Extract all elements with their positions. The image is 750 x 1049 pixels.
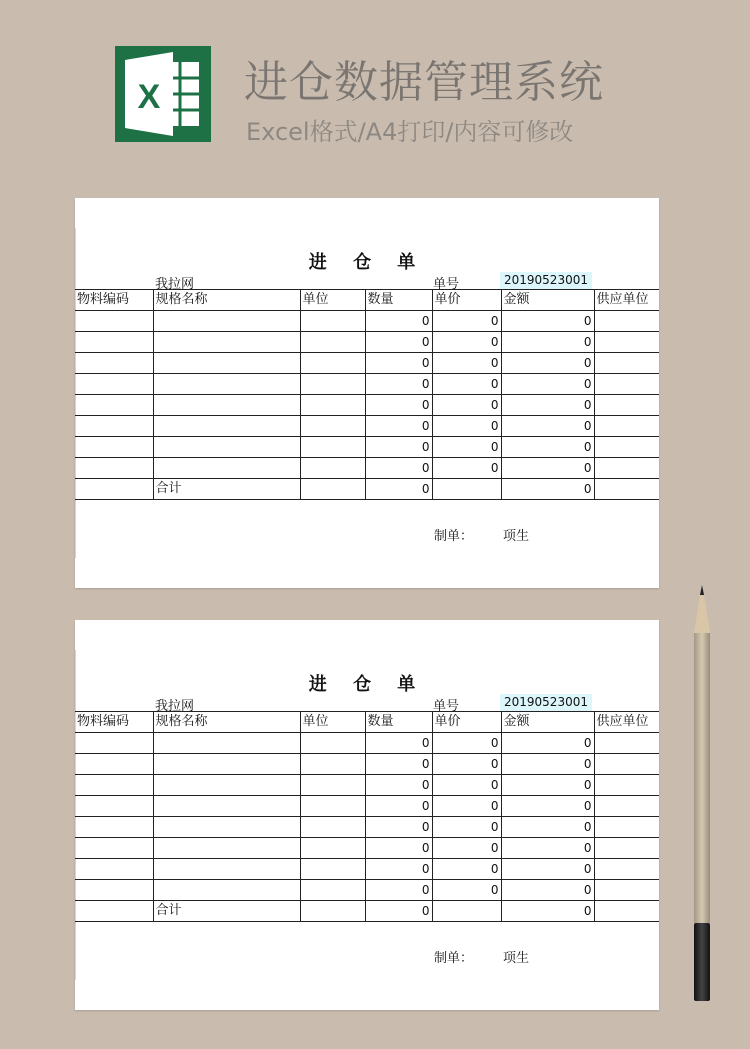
column-header: 单价 — [432, 290, 501, 311]
cell-quantity[interactable]: 0 — [365, 395, 432, 416]
cell-supplier[interactable] — [594, 880, 659, 901]
cell-material-code[interactable] — [75, 796, 153, 817]
cell-spec-name[interactable] — [153, 374, 300, 395]
cell-spec-name[interactable] — [153, 817, 300, 838]
cell-unit-price[interactable]: 0 — [432, 437, 501, 458]
column-header: 单价 — [432, 712, 501, 733]
cell-unit-price[interactable]: 0 — [432, 859, 501, 880]
cell-unit-price[interactable]: 0 — [432, 817, 501, 838]
cell-unit[interactable] — [300, 796, 365, 817]
cell-amount[interactable]: 0 — [501, 437, 594, 458]
cell-unit[interactable] — [300, 374, 365, 395]
table-row — [75, 416, 659, 437]
cell-unit[interactable] — [300, 754, 365, 775]
receipt-table — [75, 711, 659, 922]
cell-amount[interactable]: 0 — [501, 395, 594, 416]
cell-spec-name[interactable] — [153, 859, 300, 880]
cell-material-code[interactable] — [75, 416, 153, 437]
form-title: 进 仓 单 — [308, 674, 426, 695]
cell-quantity[interactable]: 0 — [365, 859, 432, 880]
excel-logo-letter: X — [137, 78, 161, 116]
maker-name[interactable]: 项生 — [503, 951, 530, 966]
column-header: 供应单位 — [594, 290, 659, 311]
cell-material-code[interactable] — [75, 374, 153, 395]
cell-unit-price[interactable]: 0 — [432, 880, 501, 901]
cell-material-code[interactable] — [75, 838, 153, 859]
cell-amount[interactable]: 0 — [501, 416, 594, 437]
cell-supplier[interactable] — [594, 395, 659, 416]
cell-amount[interactable]: 0 — [501, 374, 594, 395]
cell-quantity[interactable]: 0 — [365, 311, 432, 332]
table-header-row — [75, 290, 659, 311]
cell-quantity[interactable]: 0 — [365, 880, 432, 901]
table-row — [75, 754, 659, 775]
cell-unit[interactable] — [300, 395, 365, 416]
cell-material-code[interactable] — [75, 437, 153, 458]
total-cell — [432, 479, 501, 500]
cell-supplier[interactable] — [594, 817, 659, 838]
doc-no-label: 单号 — [433, 699, 460, 714]
table-row — [75, 733, 659, 754]
cell-unit[interactable] — [300, 416, 365, 437]
maker-label: 制单： — [434, 529, 474, 544]
cell-quantity[interactable]: 0 — [365, 775, 432, 796]
cell-unit-price[interactable]: 0 — [432, 838, 501, 859]
cell-supplier[interactable] — [594, 796, 659, 817]
total-cell — [75, 479, 153, 500]
cell-unit[interactable] — [300, 859, 365, 880]
table-row — [75, 437, 659, 458]
cell-quantity[interactable]: 0 — [365, 332, 432, 353]
table-row — [75, 859, 659, 880]
warehouse-receipt-sheet-1 — [75, 198, 659, 588]
cell-supplier[interactable] — [594, 416, 659, 437]
doc-no-value[interactable]: 20190523001 — [500, 272, 592, 289]
table-row — [75, 374, 659, 395]
table-row — [75, 332, 659, 353]
cell-spec-name[interactable] — [153, 775, 300, 796]
cell-material-code[interactable] — [75, 754, 153, 775]
cell-amount[interactable]: 0 — [501, 311, 594, 332]
page-subtitle: Excel格式/A4打印/内容可修改 — [246, 118, 574, 146]
total-amount: 0 — [501, 479, 594, 500]
table-header-row — [75, 712, 659, 733]
total-row — [75, 901, 659, 922]
cell-quantity[interactable]: 0 — [365, 733, 432, 754]
company-name: 我拉网 — [155, 699, 195, 714]
column-header: 物料编码 — [75, 290, 153, 311]
cell-unit[interactable] — [300, 733, 365, 754]
cell-amount[interactable]: 0 — [501, 880, 594, 901]
cell-amount[interactable]: 0 — [501, 353, 594, 374]
column-header: 金额 — [501, 290, 594, 311]
total-label: 合计 — [153, 479, 300, 500]
cell-material-code[interactable] — [75, 395, 153, 416]
cell-unit-price[interactable]: 0 — [432, 353, 501, 374]
cell-unit-price[interactable]: 0 — [432, 395, 501, 416]
cell-quantity[interactable]: 0 — [365, 437, 432, 458]
cell-unit-price[interactable]: 0 — [432, 416, 501, 437]
table-row — [75, 353, 659, 374]
doc-no-value[interactable]: 20190523001 — [500, 694, 592, 711]
cell-supplier[interactable] — [594, 311, 659, 332]
cell-supplier[interactable] — [594, 859, 659, 880]
company-name: 我拉网 — [155, 277, 195, 292]
cell-spec-name[interactable] — [153, 796, 300, 817]
total-cell — [75, 901, 153, 922]
total-cell — [300, 479, 365, 500]
cell-spec-name[interactable] — [153, 880, 300, 901]
cell-supplier[interactable] — [594, 754, 659, 775]
cell-supplier[interactable] — [594, 332, 659, 353]
cell-amount[interactable]: 0 — [501, 796, 594, 817]
cell-unit-price[interactable]: 0 — [432, 733, 501, 754]
cell-spec-name[interactable] — [153, 458, 300, 479]
cell-unit-price[interactable]: 0 — [432, 332, 501, 353]
table-row — [75, 796, 659, 817]
total-cell — [594, 901, 659, 922]
cell-supplier[interactable] — [594, 353, 659, 374]
cell-material-code[interactable] — [75, 817, 153, 838]
cell-unit-price[interactable]: 0 — [432, 311, 501, 332]
column-header: 数量 — [365, 712, 432, 733]
form-title: 进 仓 单 — [308, 252, 426, 273]
receipt-table — [75, 289, 659, 500]
cell-unit[interactable] — [300, 817, 365, 838]
cell-unit[interactable] — [300, 353, 365, 374]
cell-amount[interactable]: 0 — [501, 838, 594, 859]
cell-supplier[interactable] — [594, 458, 659, 479]
table-row — [75, 817, 659, 838]
cell-unit-price[interactable]: 0 — [432, 458, 501, 479]
cell-spec-name[interactable] — [153, 353, 300, 374]
column-header: 规格名称 — [153, 290, 300, 311]
column-header: 数量 — [365, 290, 432, 311]
cell-spec-name[interactable] — [153, 754, 300, 775]
cell-quantity[interactable]: 0 — [365, 353, 432, 374]
page-title: 进仓数据管理系统 — [244, 57, 604, 108]
column-header: 物料编码 — [75, 712, 153, 733]
table-row — [75, 775, 659, 796]
cell-amount[interactable]: 0 — [501, 733, 594, 754]
cell-unit-price[interactable]: 0 — [432, 374, 501, 395]
cell-unit[interactable] — [300, 311, 365, 332]
cell-material-code[interactable] — [75, 775, 153, 796]
cell-quantity[interactable]: 0 — [365, 458, 432, 479]
total-cell — [432, 901, 501, 922]
cell-unit[interactable] — [300, 775, 365, 796]
cell-material-code[interactable] — [75, 353, 153, 374]
cell-unit[interactable] — [300, 332, 365, 353]
cell-unit-price[interactable]: 0 — [432, 775, 501, 796]
table-row — [75, 838, 659, 859]
cell-supplier[interactable] — [594, 775, 659, 796]
cell-spec-name[interactable] — [153, 838, 300, 859]
column-header: 单位 — [300, 290, 365, 311]
cell-unit[interactable] — [300, 838, 365, 859]
cell-material-code[interactable] — [75, 733, 153, 754]
pencil-icon — [690, 585, 714, 1005]
column-header: 规格名称 — [153, 712, 300, 733]
total-quantity: 0 — [365, 901, 432, 922]
cell-unit[interactable] — [300, 458, 365, 479]
excel-icon — [115, 46, 211, 142]
column-header: 单位 — [300, 712, 365, 733]
warehouse-receipt-sheet-2 — [75, 620, 659, 1010]
total-label: 合计 — [153, 901, 300, 922]
cell-supplier[interactable] — [594, 437, 659, 458]
table-row — [75, 458, 659, 479]
doc-no-label: 单号 — [433, 277, 460, 292]
cell-spec-name[interactable] — [153, 395, 300, 416]
cell-amount[interactable]: 0 — [501, 458, 594, 479]
cell-amount[interactable]: 0 — [501, 332, 594, 353]
cell-amount[interactable]: 0 — [501, 775, 594, 796]
maker-name[interactable]: 项生 — [503, 529, 530, 544]
cell-material-code[interactable] — [75, 859, 153, 880]
cell-amount[interactable]: 0 — [501, 754, 594, 775]
cell-spec-name[interactable] — [153, 332, 300, 353]
cell-spec-name[interactable] — [153, 733, 300, 754]
maker-label: 制单： — [434, 951, 474, 966]
cell-spec-name[interactable] — [153, 416, 300, 437]
column-header: 金额 — [501, 712, 594, 733]
column-header: 供应单位 — [594, 712, 659, 733]
cell-supplier[interactable] — [594, 374, 659, 395]
table-row — [75, 880, 659, 901]
cell-unit[interactable] — [300, 437, 365, 458]
table-row — [75, 395, 659, 416]
total-row — [75, 479, 659, 500]
cell-quantity[interactable]: 0 — [365, 416, 432, 437]
cell-spec-name[interactable] — [153, 311, 300, 332]
cell-material-code[interactable] — [75, 332, 153, 353]
cell-unit-price[interactable]: 0 — [432, 754, 501, 775]
cell-amount[interactable]: 0 — [501, 859, 594, 880]
cell-supplier[interactable] — [594, 733, 659, 754]
total-quantity: 0 — [365, 479, 432, 500]
cell-unit-price[interactable]: 0 — [432, 796, 501, 817]
cell-material-code[interactable] — [75, 880, 153, 901]
cell-spec-name[interactable] — [153, 437, 300, 458]
cell-material-code[interactable] — [75, 311, 153, 332]
cell-amount[interactable]: 0 — [501, 817, 594, 838]
total-cell — [594, 479, 659, 500]
cell-quantity[interactable]: 0 — [365, 817, 432, 838]
cell-quantity[interactable]: 0 — [365, 754, 432, 775]
cell-supplier[interactable] — [594, 838, 659, 859]
cell-quantity[interactable]: 0 — [365, 838, 432, 859]
cell-quantity[interactable]: 0 — [365, 374, 432, 395]
cell-unit[interactable] — [300, 880, 365, 901]
total-amount: 0 — [501, 901, 594, 922]
cell-quantity[interactable]: 0 — [365, 796, 432, 817]
cell-material-code[interactable] — [75, 458, 153, 479]
total-cell — [300, 901, 365, 922]
table-row — [75, 311, 659, 332]
